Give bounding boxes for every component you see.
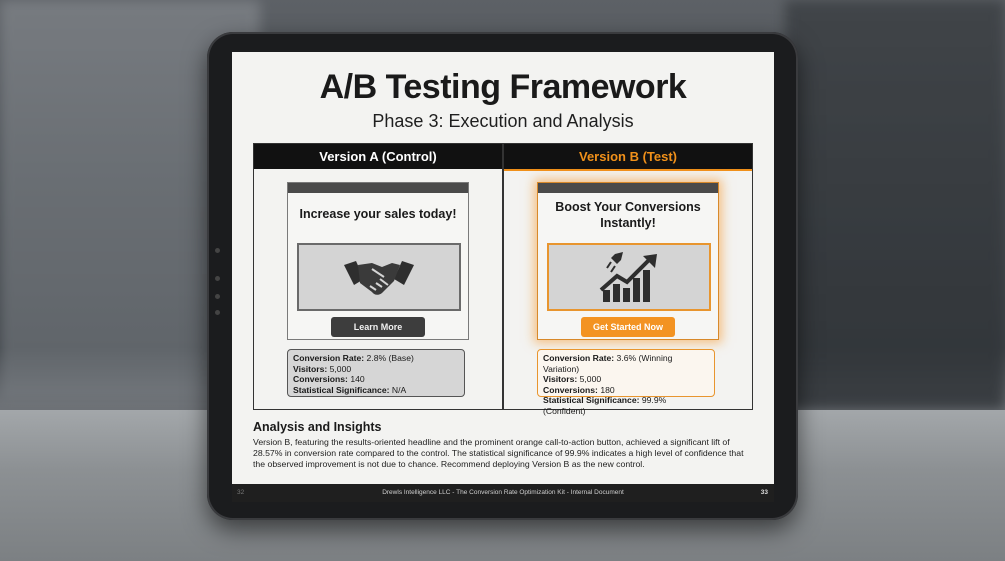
stat-row xyxy=(293,385,459,396)
conversions-value: 140 xyxy=(350,374,365,384)
slide-screen xyxy=(232,52,774,502)
background-shelf xyxy=(785,0,1005,410)
stat-label: Conversions: xyxy=(293,374,348,384)
version-b-panel xyxy=(503,143,753,416)
version-b-headline xyxy=(538,199,718,231)
get-started-now-button[interactable]: Get Started Now xyxy=(581,317,675,337)
stat-label: Conversions: xyxy=(543,384,598,395)
significance-value: 99.9% (Confident) xyxy=(543,395,667,416)
visitors-value: 5,000 xyxy=(579,374,602,384)
version-b-landing-mockup xyxy=(537,182,719,340)
visitors-value: 5,000 xyxy=(329,363,352,374)
stat-row xyxy=(543,374,709,385)
footer-text: Drewls Intelligence LLC - The Conversion Rate Optimization Kit - Internal Document xyxy=(382,489,624,496)
conversions-value: 180 xyxy=(600,384,615,395)
stat-row xyxy=(543,395,709,416)
stat-label: Conversion Rate: xyxy=(293,353,365,363)
stat-label: Visitors: xyxy=(543,374,578,384)
stat-label: Visitors: xyxy=(293,363,328,374)
conversion-rate-value: 2.8% (Base) xyxy=(366,353,414,363)
stat-row xyxy=(543,385,709,396)
headline-line: Instantly! xyxy=(600,216,656,230)
version-a-panel xyxy=(253,143,503,410)
slide-title: A/B Testing Framework xyxy=(319,68,687,106)
left-page-number: 32 xyxy=(237,489,245,496)
significance-value: N/A xyxy=(391,384,407,395)
version-a-header: Version A (Control) xyxy=(254,144,502,169)
analysis-title: Analysis and Insights xyxy=(253,420,382,434)
version-b-header: Version B (Test) xyxy=(504,144,752,171)
version-b-image xyxy=(547,243,711,311)
version-a-headline: Increase your sales today! xyxy=(299,207,457,221)
analysis-body: Version B, featuring the results-oriented headline and the prominent orange call-to-action button, achieved a significant lift of 28.57% in conversion rate compared to the control. The statistical significance of 99.9% indicates a high level of confidence that the observed improvement is not due to chance. Recommend deploying Version B as the new control. xyxy=(253,437,744,469)
version-a-stats xyxy=(287,349,465,397)
sensor-dot xyxy=(215,294,220,299)
handshake-icon xyxy=(342,255,416,299)
stat-label: Conversion Rate: xyxy=(543,353,615,363)
slide-footer xyxy=(232,484,774,502)
stat-label: Statistical Significance: xyxy=(293,384,390,395)
version-b-stats xyxy=(537,349,715,416)
sensor-dot xyxy=(215,276,220,281)
stat-row xyxy=(543,353,709,374)
camera-dot xyxy=(215,248,220,253)
stat-row xyxy=(293,374,459,385)
slide-subtitle: Phase 3: Execution and Analysis xyxy=(372,111,634,131)
learn-more-button[interactable]: Learn More xyxy=(331,317,425,337)
stat-label: Statistical Significance: xyxy=(543,395,640,405)
stat-row xyxy=(293,353,459,364)
version-a-landing-mockup xyxy=(287,182,469,340)
sensor-dot xyxy=(215,310,220,315)
mockup-browser-bar xyxy=(288,183,468,193)
mockup-browser-bar xyxy=(538,183,718,193)
rocket-growth-chart-icon xyxy=(597,250,661,304)
conversion-rate-value: 3.6% (Winning Variation) xyxy=(543,353,673,374)
stat-row xyxy=(293,364,459,375)
right-page-number: 33 xyxy=(760,489,768,496)
version-a-image xyxy=(297,243,461,311)
headline-line: Boost Your Conversions xyxy=(555,200,701,214)
